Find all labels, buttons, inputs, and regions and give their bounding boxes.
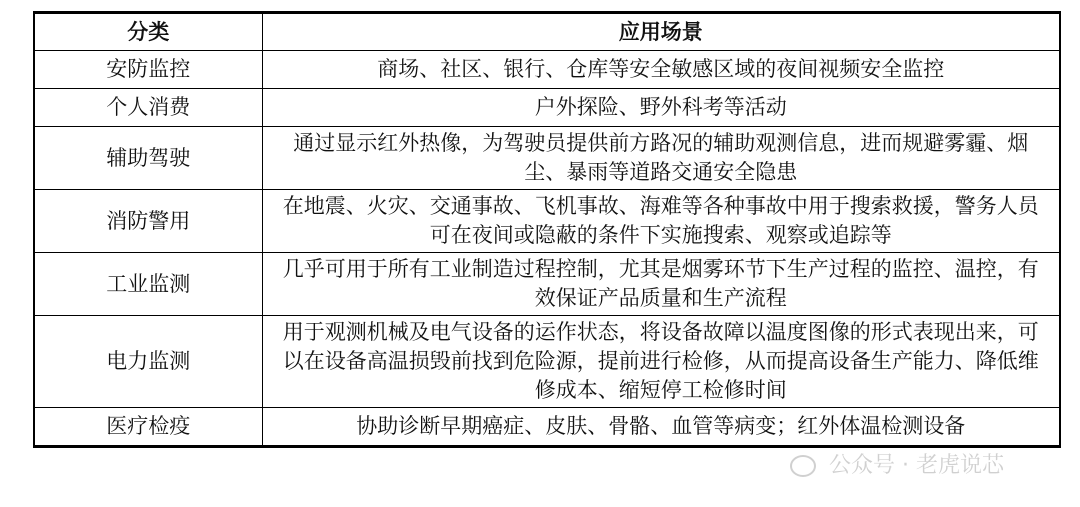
wechat-icon	[790, 455, 816, 477]
row-description: 几乎可用于所有工业制造过程控制，尤其是烟雾环节下生产过程的监控、温控，有效保证产品质量和生产流程	[262, 253, 1060, 316]
table-row	[34, 316, 1060, 408]
row-description: 商场、社区、银行、仓库等安全敏感区域的夜间视频安全监控	[262, 51, 1060, 89]
table-row	[34, 190, 1060, 253]
table-row	[34, 408, 1060, 447]
table-header-row	[34, 13, 1060, 51]
row-description: 通过显示红外热像，为驾驶员提供前方路况的辅助观测信息，进而规避雾霾、烟尘、暴雨等道路交通安全隐患	[262, 127, 1060, 190]
watermark-text: 公众号 · 老虎说芯	[829, 453, 1004, 478]
table-row	[34, 51, 1060, 89]
row-category: 工业监测	[34, 253, 262, 316]
header-scenario: 应用场景	[262, 13, 1060, 51]
application-table	[33, 11, 1061, 448]
row-description: 在地震、火灾、交通事故、飞机事故、海难等各种事故中用于搜索救援，警务人员可在夜间或隐蔽的条件下实施搜索、观察或追踪等	[262, 190, 1060, 253]
row-category: 医疗检疫	[34, 408, 262, 447]
table-row	[34, 253, 1060, 316]
row-description: 协助诊断早期癌症、皮肤、骨骼、血管等病变；红外体温检测设备	[262, 408, 1060, 447]
row-description: 用于观测机械及电气设备的运作状态，将设备故障以温度图像的形式表现出来，可以在设备高温损毁前找到危险源，提前进行检修，从而提高设备生产能力、降低维修成本、缩短停工检修时间	[262, 316, 1060, 408]
row-category: 辅助驾驶	[34, 127, 262, 190]
row-category: 安防监控	[34, 51, 262, 89]
row-description: 户外探险、野外科考等活动	[262, 89, 1060, 127]
row-category: 个人消费	[34, 89, 262, 127]
table-row	[34, 127, 1060, 190]
watermark	[790, 448, 1004, 479]
header-category: 分类	[34, 13, 262, 51]
row-category: 电力监测	[34, 316, 262, 408]
table-row	[34, 89, 1060, 127]
row-category: 消防警用	[34, 190, 262, 253]
